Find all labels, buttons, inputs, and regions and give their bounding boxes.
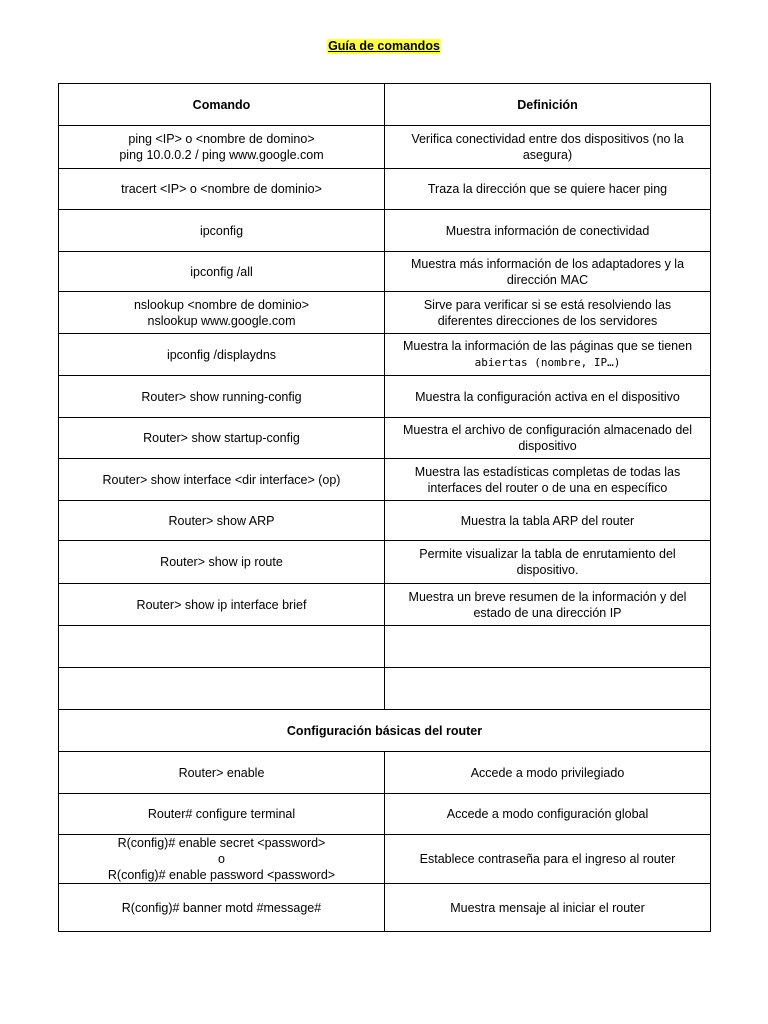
cell-line: Accede a modo configuración global bbox=[446, 807, 649, 821]
command-cell bbox=[59, 292, 385, 334]
header-comando: Comando bbox=[59, 84, 385, 126]
table-row bbox=[59, 501, 711, 541]
cell-line: Muestra mensaje al iniciar el router bbox=[450, 900, 645, 915]
cell-line: Muestra la información de las páginas que se tienen bbox=[402, 339, 693, 353]
definition-cell bbox=[385, 501, 711, 541]
table-row bbox=[59, 334, 711, 376]
cell-line: Accede a modo privilegiado bbox=[470, 765, 625, 780]
definition-cell bbox=[385, 334, 711, 376]
definition-cell bbox=[385, 541, 711, 584]
definition-cell bbox=[385, 169, 711, 210]
cell-line: ipconfig bbox=[199, 223, 244, 238]
command-cell bbox=[59, 668, 385, 710]
cell-line: tracert <IP> o <nombre de dominio> bbox=[121, 182, 322, 196]
table-row bbox=[59, 668, 711, 710]
cell-line: Muestra un breve resumen de la información y del bbox=[408, 589, 687, 604]
cell-line: Muestra las estadísticas completas de todas las bbox=[414, 464, 681, 479]
table-row bbox=[59, 884, 711, 932]
cell-line: ping 10.0.0.2 / ping www.google.com bbox=[119, 148, 324, 162]
table-row bbox=[59, 835, 711, 884]
definition-cell bbox=[385, 584, 711, 626]
cell-line: Router> enable bbox=[178, 765, 265, 780]
table-row bbox=[59, 210, 711, 252]
command-cell bbox=[59, 252, 385, 292]
definition-cell bbox=[385, 126, 711, 169]
definition-cell bbox=[385, 752, 711, 794]
command-cell bbox=[59, 626, 385, 668]
cell-line: Permite visualizar la tabla de enrutamiento del bbox=[419, 547, 676, 561]
cell-line: diferentes direcciones de los servidores bbox=[437, 313, 658, 328]
table-row bbox=[59, 459, 711, 501]
table-row bbox=[59, 126, 711, 169]
commands-table-body bbox=[59, 84, 711, 932]
title-wrapper bbox=[0, 37, 768, 55]
cell-line: Muestra la configuración activa en el dispositivo bbox=[415, 389, 680, 404]
table-row bbox=[59, 252, 711, 292]
cell-line: Router> show startup-config bbox=[143, 431, 300, 445]
definition-cell bbox=[385, 626, 711, 668]
section-title: Configuración básicas del router bbox=[59, 710, 711, 752]
cell-line: Muestra información de conectividad bbox=[445, 223, 650, 238]
definition-cell bbox=[385, 835, 711, 884]
command-cell bbox=[59, 334, 385, 376]
table-row bbox=[59, 376, 711, 418]
definition-cell bbox=[385, 376, 711, 418]
cell-line: Router> show interface <dir interface> (op) bbox=[102, 472, 341, 487]
command-cell bbox=[59, 835, 385, 884]
command-cell bbox=[59, 884, 385, 932]
definition-cell bbox=[385, 252, 711, 292]
cell-line: ipconfig /displaydns bbox=[166, 347, 277, 362]
command-cell bbox=[59, 501, 385, 541]
command-cell bbox=[59, 210, 385, 252]
cell-line: R(config)# enable secret <password> bbox=[117, 836, 326, 850]
cell-line: Router> show ARP bbox=[168, 513, 275, 528]
cell-line: R(config)# banner motd #message# bbox=[121, 900, 322, 915]
command-cell bbox=[59, 752, 385, 794]
definition-cell bbox=[385, 292, 711, 334]
cell-line: dirección MAC bbox=[506, 272, 589, 287]
section-header-row bbox=[59, 710, 711, 752]
definition-cell bbox=[385, 884, 711, 932]
definition-cell bbox=[385, 418, 711, 459]
cell-line: o bbox=[218, 852, 225, 866]
cell-line: Router> show ip route bbox=[160, 555, 283, 569]
cell-line: Establece contraseña para el ingreso al router bbox=[419, 852, 676, 866]
cell-line: asegura) bbox=[522, 148, 573, 162]
cell-line: Router> show running-config bbox=[141, 389, 302, 404]
cell-line: ping <IP> o <nombre de domino> bbox=[128, 132, 315, 146]
command-cell bbox=[59, 541, 385, 584]
cell-line: interfaces del router o de una en específico bbox=[427, 480, 668, 495]
command-cell bbox=[59, 169, 385, 210]
commands-table bbox=[58, 83, 711, 932]
cell-line: Traza la dirección que se quiere hacer ping bbox=[427, 182, 668, 196]
table-row bbox=[59, 794, 711, 835]
cell-line: Muestra el archivo de configuración almacenado del bbox=[402, 423, 693, 437]
definition-cell bbox=[385, 210, 711, 252]
table-row bbox=[59, 626, 711, 668]
header-definicion: Definición bbox=[385, 84, 711, 126]
command-cell bbox=[59, 794, 385, 835]
cell-line: R(config)# enable password <password> bbox=[107, 868, 336, 882]
cell-line: Verifica conectividad entre dos dispositivos (no la bbox=[411, 132, 684, 146]
table-header-row bbox=[59, 84, 711, 126]
definition-cell bbox=[385, 459, 711, 501]
table-row bbox=[59, 584, 711, 626]
definition-cell bbox=[385, 794, 711, 835]
cell-line: Sirve para verificar si se está resolviendo las bbox=[423, 297, 672, 312]
command-cell bbox=[59, 418, 385, 459]
cell-line: nslookup <nombre de dominio> bbox=[133, 297, 310, 312]
cell-line: dispositivo bbox=[518, 439, 577, 453]
command-cell bbox=[59, 459, 385, 501]
cell-line: Muestra la tabla ARP del router bbox=[460, 513, 635, 528]
cell-line: estado de una dirección IP bbox=[473, 605, 622, 620]
command-cell bbox=[59, 584, 385, 626]
cell-line: Router# configure terminal bbox=[147, 807, 296, 821]
definition-cell bbox=[385, 668, 711, 710]
table-row bbox=[59, 292, 711, 334]
command-cell bbox=[59, 376, 385, 418]
cell-line: ipconfig /all bbox=[190, 264, 253, 279]
table-row bbox=[59, 752, 711, 794]
cell-line: Muestra más información de los adaptadores y la bbox=[410, 256, 685, 271]
table-row bbox=[59, 541, 711, 584]
cell-line: nslookup www.google.com bbox=[147, 313, 296, 328]
cell-line: abiertas (nombre, IP…) bbox=[474, 356, 621, 369]
table-row bbox=[59, 418, 711, 459]
command-cell bbox=[59, 126, 385, 169]
cell-line: dispositivo. bbox=[516, 563, 579, 577]
table-row bbox=[59, 169, 711, 210]
document-title: Guía de comandos bbox=[328, 39, 440, 53]
cell-line: Router> show ip interface brief bbox=[136, 597, 307, 612]
